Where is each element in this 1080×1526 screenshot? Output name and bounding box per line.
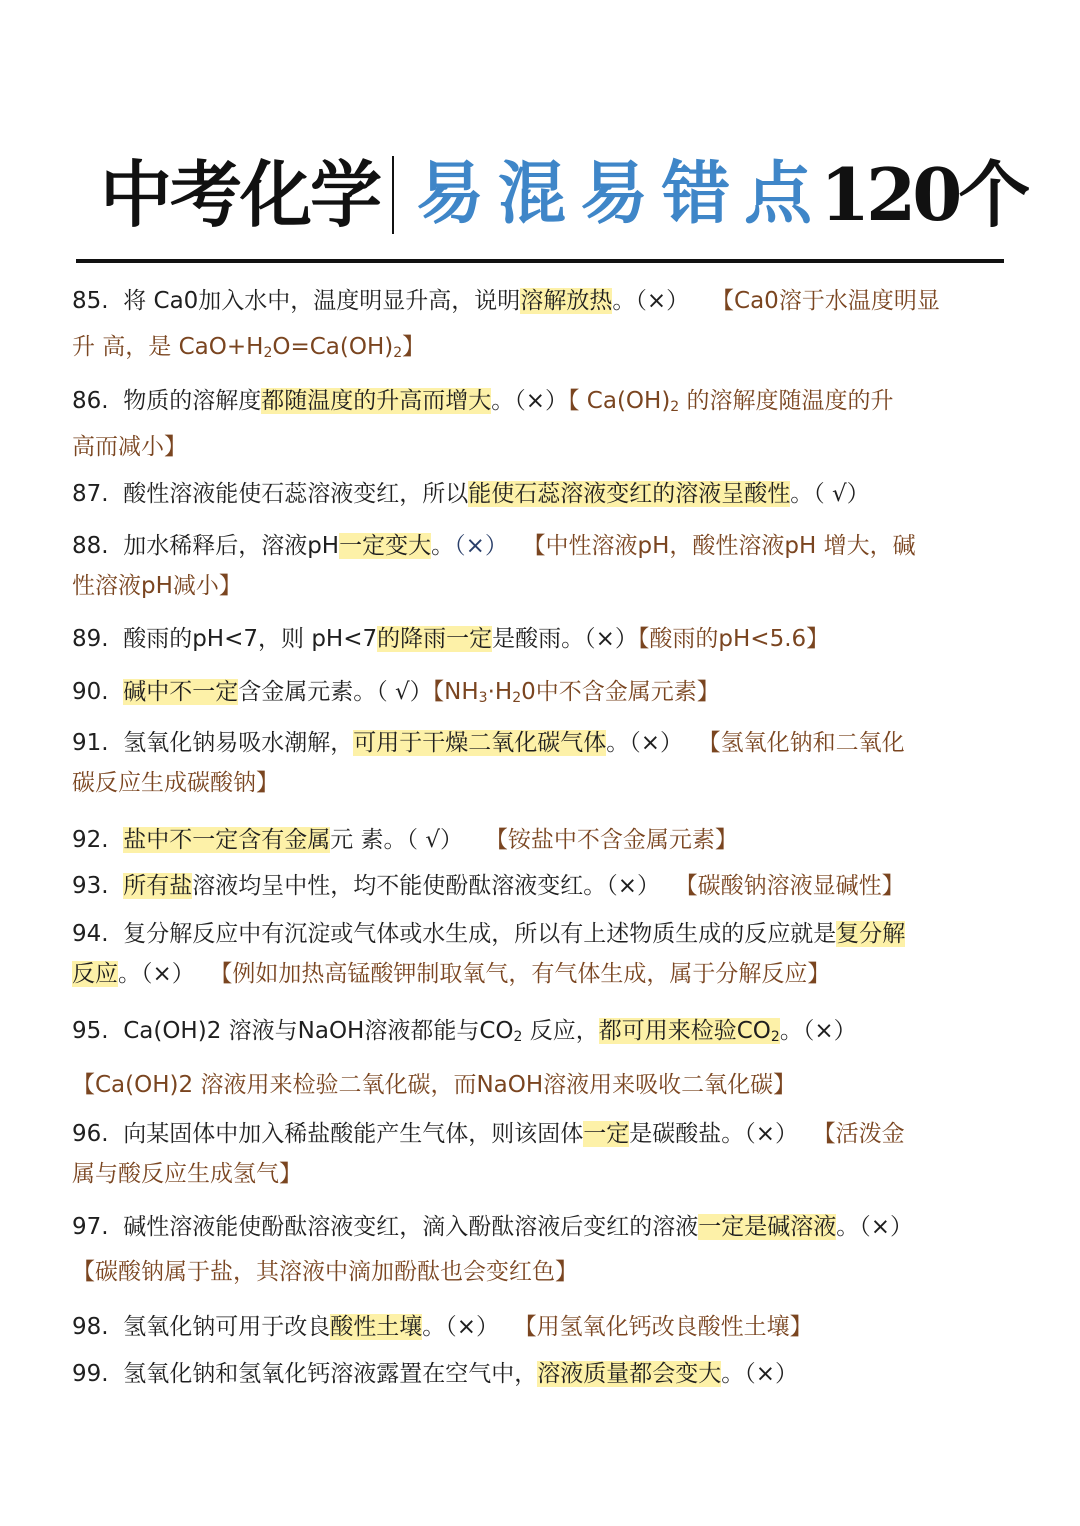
header-rule bbox=[76, 259, 1004, 263]
list-item: 90. 碱中不一定含金属元素。（ √）【$NH_3\cdot H_20$中不含金属元素】 bbox=[72, 679, 720, 706]
page-header bbox=[100, 150, 1026, 240]
list-item: 93. 所有盐溶液均呈中性，均不能使酚酞溶液变红。（×） 【碳酸钠溶液显碱性】 bbox=[72, 873, 905, 899]
list-item: 92. 盐中不一定含有金属元 素。（ √） 【铵盐中不含金属元素】 bbox=[72, 827, 738, 853]
title-divider bbox=[392, 156, 394, 234]
list-item: 85. 将 Ca0加入水中，温度明显升高，说明溶解放热。（×） 【Ca0溶于水温度明显 升 高，是 $CaO+H_2O=Ca(OH)_2$】 bbox=[72, 288, 940, 361]
list-item: 89. 酸雨的pH<7，则 pH<7的降雨一定是酸雨。（×）【酸雨的pH<5.6】 bbox=[72, 626, 830, 652]
title-count: 120个 bbox=[820, 152, 1027, 237]
list-item: 86. 物质的溶解度都随温度的升高而增大。（×）【 $Ca(OH)_2$ 的溶解度随温度的升 高而减小】 bbox=[72, 388, 894, 460]
list-item: 99. 氢氧化钠和氢氧化钙溶液露置在空气中，溶液质量都会变大。（×） bbox=[72, 1361, 798, 1387]
list-item: 91. 氢氧化钠易吸水潮解，可用于干燥二氧化碳气体。（×） 【氢氧化钠和二氧化 碳反应生成碳酸钠】 bbox=[72, 730, 905, 796]
list-item: 88. 加水稀释后，溶液pH一定变大。（×） 【中性溶液pH，酸性溶液pH 增大，碱 性溶液pH减小】 bbox=[72, 533, 916, 599]
list-item: 96. 向某固体中加入稀盐酸能产生气体，则该固体一定是碳酸盐。（×） 【活泼金 属与酸反应生成氢气】 bbox=[72, 1121, 905, 1187]
title-subject: 中考化学 bbox=[100, 152, 381, 237]
list-item: 98. 氢氧化钠可用于改良酸性土壤。（×） 【用氢氧化钙改良酸性土壤】 bbox=[72, 1314, 813, 1340]
list-item: 87. 酸性溶液能使石蕊溶液变红，所以能使石蕊溶液变红的溶液呈酸性。（ √） bbox=[72, 481, 870, 507]
title-topic: 易混易错点 bbox=[416, 155, 827, 234]
list-item: 97. 碱性溶液能使酚酞溶液变红，滴入酚酞溶液后变红的溶液一定是碱溶液。（×） 【碳酸钠属于盐，其溶液中滴加酚酞也会变红色】 bbox=[72, 1214, 913, 1285]
list-item: 94. 复分解反应中有沉淀或气体或水生成，所以有上述物质生成的反应就是复分解 反应。（×） 【例如加热高锰酸钾制取氧气，有气体生成，属于分解反应】 bbox=[72, 921, 906, 987]
list-item: 95. Ca(OH)2 溶液与NaOH溶液都能与$CO_2$ 反应，都可用来检验$CO_2$。（×） 【Ca(OH)2 溶液用来检验二氧化碳，而NaOH溶液用来吸收二氧化碳】 bbox=[72, 1018, 857, 1098]
